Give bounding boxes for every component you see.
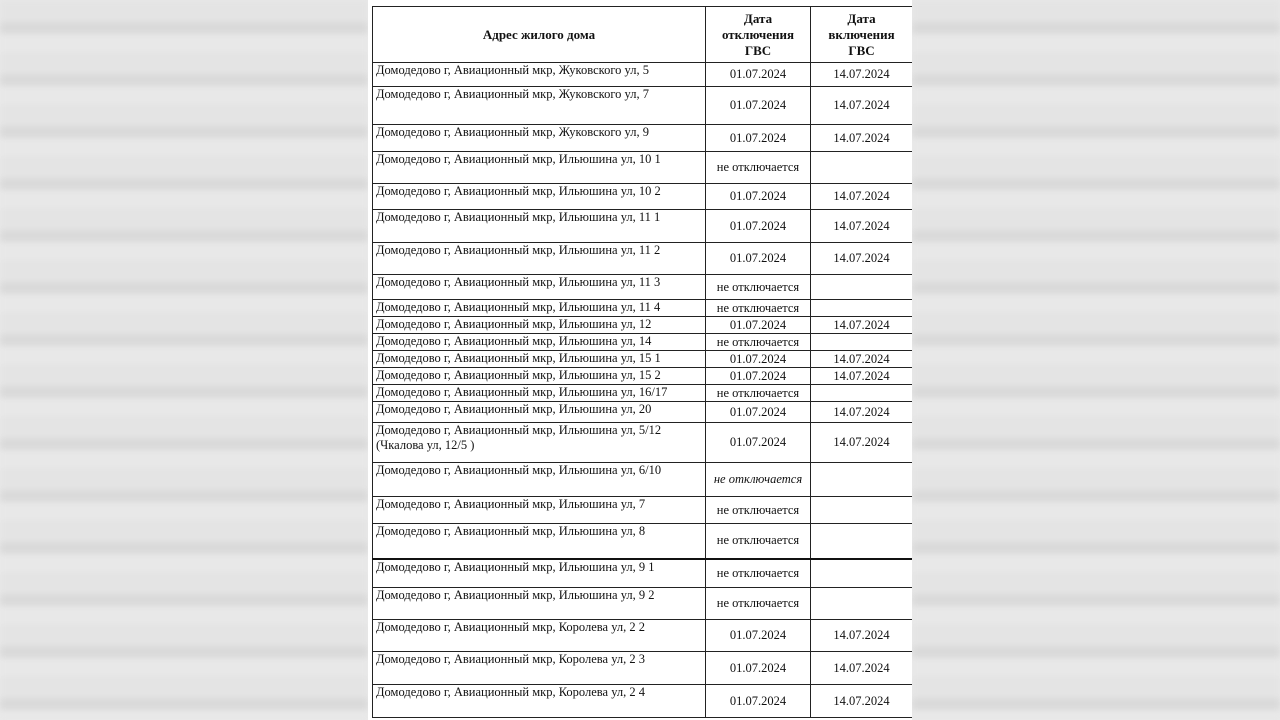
off-date-cell: 01.07.2024 bbox=[706, 402, 811, 423]
address-cell: Домодедово г, Авиационный мкр, Ильюшина ул, 15 1 bbox=[373, 351, 706, 368]
off-date-cell: 01.07.2024 bbox=[706, 184, 811, 210]
on-date-cell bbox=[811, 497, 913, 524]
header-off-date: Дата отключения ГВС bbox=[706, 7, 811, 63]
address-line-2: (Чкалова ул, 12/5 ) bbox=[376, 438, 475, 452]
address-cell: Домодедово г, Авиационный мкр, Жуковского ул, 9 bbox=[373, 125, 706, 152]
address-cell: Домодедово г, Авиационный мкр, Ильюшина ул, 6/10 bbox=[373, 463, 706, 497]
on-date-cell bbox=[811, 300, 913, 317]
header-address: Адрес жилого дома bbox=[373, 7, 706, 63]
address-cell: Домодедово г, Авиационный мкр, Ильюшина ул, 9 2 bbox=[373, 588, 706, 620]
address-cell: Домодедово г, Авиационный мкр, Жуковского ул, 7 bbox=[373, 87, 706, 125]
on-date-cell: 14.07.2024 bbox=[811, 184, 913, 210]
off-date-cell: не отключается bbox=[706, 524, 811, 559]
address-cell: Домодедово г, Авиационный мкр, Ильюшина ул, 15 2 bbox=[373, 368, 706, 385]
table-row bbox=[373, 559, 913, 588]
address-cell: Домодедово г, Авиационный мкр, Ильюшина ул, 10 1 bbox=[373, 152, 706, 184]
document-page bbox=[368, 0, 912, 720]
off-date-cell: 01.07.2024 bbox=[706, 620, 811, 652]
table-row bbox=[373, 317, 913, 334]
on-date-cell: 14.07.2024 bbox=[811, 402, 913, 423]
table-row bbox=[373, 63, 913, 87]
on-date-cell bbox=[811, 152, 913, 184]
off-date-cell: 01.07.2024 bbox=[706, 63, 811, 87]
table-row bbox=[373, 423, 913, 463]
address-cell: Домодедово г, Авиационный мкр, Ильюшина ул, 11 3 bbox=[373, 275, 706, 300]
on-date-cell bbox=[811, 559, 913, 588]
off-date-cell: 01.07.2024 bbox=[706, 317, 811, 334]
hot-water-schedule-table bbox=[372, 6, 912, 718]
on-date-cell: 14.07.2024 bbox=[811, 243, 913, 275]
table-row bbox=[373, 685, 913, 718]
on-date-cell bbox=[811, 588, 913, 620]
address-cell: Домодедово г, Авиационный мкр, Жуковского ул, 5 bbox=[373, 63, 706, 87]
address-cell: Домодедово г, Авиационный мкр, Ильюшина ул, 9 1 bbox=[373, 559, 706, 588]
off-date-cell: 01.07.2024 bbox=[706, 87, 811, 125]
table-row bbox=[373, 524, 913, 559]
on-date-cell bbox=[811, 524, 913, 559]
on-date-cell: 14.07.2024 bbox=[811, 652, 913, 685]
table-row bbox=[373, 497, 913, 524]
table-row bbox=[373, 402, 913, 423]
on-date-cell: 14.07.2024 bbox=[811, 423, 913, 463]
address-cell: Домодедово г, Авиационный мкр, Ильюшина ул, 11 4 bbox=[373, 300, 706, 317]
on-date-cell: 14.07.2024 bbox=[811, 685, 913, 718]
address-cell bbox=[373, 423, 706, 463]
off-date-cell: 01.07.2024 bbox=[706, 652, 811, 685]
off-date-cell: не отключается bbox=[706, 497, 811, 524]
off-date-cell: 01.07.2024 bbox=[706, 685, 811, 718]
address-cell: Домодедово г, Авиационный мкр, Ильюшина ул, 14 bbox=[373, 334, 706, 351]
off-date-cell: 01.07.2024 bbox=[706, 368, 811, 385]
table-row bbox=[373, 87, 913, 125]
off-date-cell: не отключается bbox=[706, 275, 811, 300]
table-row bbox=[373, 184, 913, 210]
on-date-cell: 14.07.2024 bbox=[811, 351, 913, 368]
table-row bbox=[373, 385, 913, 402]
address-line-1: Домодедово г, Авиационный мкр, Ильюшина ул, 5/12 bbox=[376, 423, 662, 437]
off-date-cell: 01.07.2024 bbox=[706, 243, 811, 275]
table-row bbox=[373, 463, 913, 497]
address-cell: Домодедово г, Авиационный мкр, Ильюшина ул, 10 2 bbox=[373, 184, 706, 210]
off-date-cell: 01.07.2024 bbox=[706, 210, 811, 243]
address-cell: Домодедово г, Авиационный мкр, Ильюшина ул, 8 bbox=[373, 524, 706, 559]
address-cell: Домодедово г, Авиационный мкр, Королева ул, 2 3 bbox=[373, 652, 706, 685]
off-date-cell: не отключается bbox=[706, 588, 811, 620]
on-date-cell: 14.07.2024 bbox=[811, 620, 913, 652]
off-date-cell: не отключается bbox=[706, 385, 811, 402]
table-row bbox=[373, 368, 913, 385]
address-cell: Домодедово г, Авиационный мкр, Ильюшина ул, 12 bbox=[373, 317, 706, 334]
table-row bbox=[373, 243, 913, 275]
on-date-cell: 14.07.2024 bbox=[811, 125, 913, 152]
table-row bbox=[373, 334, 913, 351]
blurred-background-left bbox=[0, 0, 368, 720]
table-row bbox=[373, 125, 913, 152]
address-cell: Домодедово г, Авиационный мкр, Ильюшина ул, 7 bbox=[373, 497, 706, 524]
off-date-cell: 01.07.2024 bbox=[706, 351, 811, 368]
on-date-cell: 14.07.2024 bbox=[811, 87, 913, 125]
header-on-date: Дата включения ГВС bbox=[811, 7, 913, 63]
table-row bbox=[373, 620, 913, 652]
off-date-cell: не отключается bbox=[706, 300, 811, 317]
address-cell: Домодедово г, Авиационный мкр, Ильюшина ул, 11 2 bbox=[373, 243, 706, 275]
on-date-cell: 14.07.2024 bbox=[811, 368, 913, 385]
address-cell: Домодедово г, Авиационный мкр, Королева ул, 2 2 bbox=[373, 620, 706, 652]
on-date-cell: 14.07.2024 bbox=[811, 210, 913, 243]
off-date-cell: не отключается bbox=[706, 559, 811, 588]
off-date-cell: 01.07.2024 bbox=[706, 423, 811, 463]
table-row bbox=[373, 275, 913, 300]
off-date-cell: 01.07.2024 bbox=[706, 125, 811, 152]
table-row bbox=[373, 210, 913, 243]
on-date-cell bbox=[811, 385, 913, 402]
address-cell: Домодедово г, Авиационный мкр, Ильюшина ул, 20 bbox=[373, 402, 706, 423]
blurred-background-right bbox=[912, 0, 1280, 720]
off-date-cell: не отключается bbox=[706, 463, 811, 497]
address-cell: Домодедово г, Авиационный мкр, Ильюшина ул, 16/17 bbox=[373, 385, 706, 402]
table-row bbox=[373, 351, 913, 368]
table-row bbox=[373, 588, 913, 620]
on-date-cell bbox=[811, 463, 913, 497]
off-date-cell: не отключается bbox=[706, 152, 811, 184]
off-date-cell: не отключается bbox=[706, 334, 811, 351]
on-date-cell bbox=[811, 334, 913, 351]
on-date-cell: 14.07.2024 bbox=[811, 63, 913, 87]
on-date-cell: 14.07.2024 bbox=[811, 317, 913, 334]
on-date-cell bbox=[811, 275, 913, 300]
address-cell: Домодедово г, Авиационный мкр, Королева ул, 2 4 bbox=[373, 685, 706, 718]
table-row bbox=[373, 152, 913, 184]
table-row bbox=[373, 300, 913, 317]
table-row bbox=[373, 652, 913, 685]
address-cell: Домодедово г, Авиационный мкр, Ильюшина ул, 11 1 bbox=[373, 210, 706, 243]
